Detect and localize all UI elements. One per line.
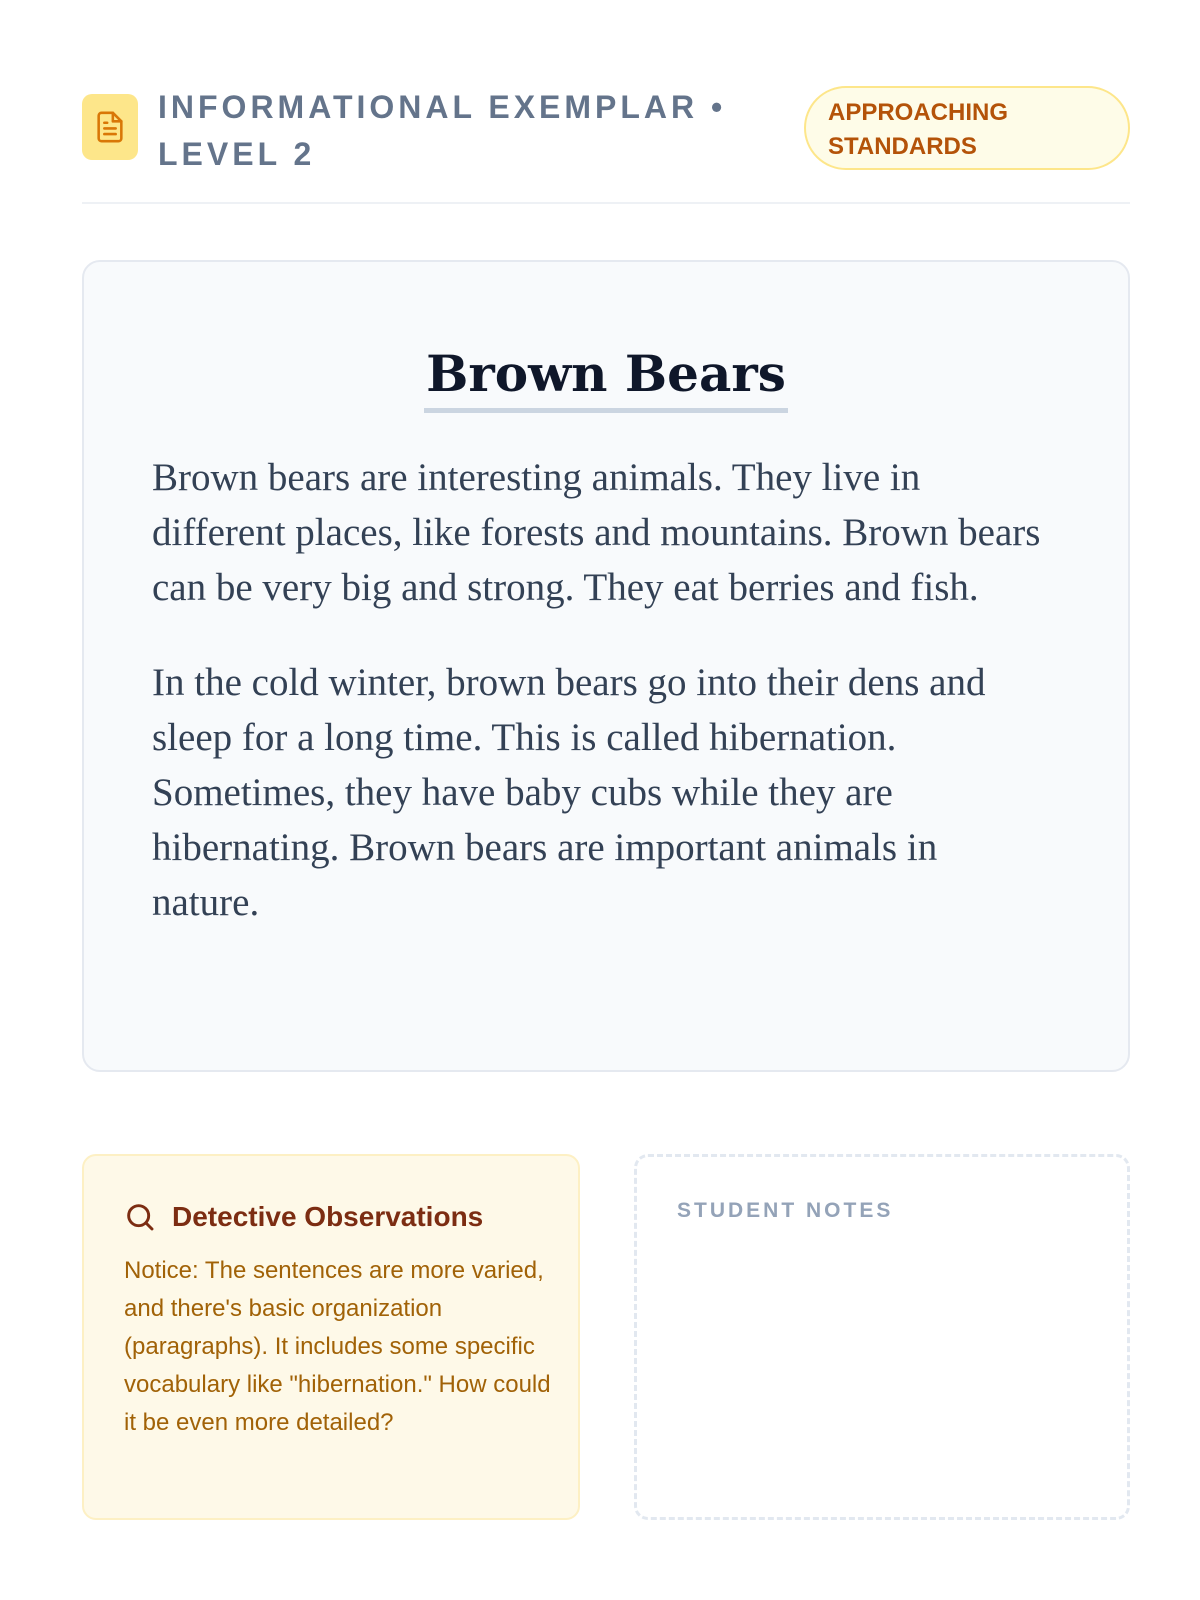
student-notes-label: STUDENT NOTES bbox=[677, 1199, 894, 1222]
essay-title: Brown Bears bbox=[424, 340, 788, 413]
exemplar-level-label: INFORMATIONAL EXEMPLAR • LEVEL 2 bbox=[158, 89, 727, 172]
status-badge: APPROACHING STANDARDS bbox=[804, 86, 1130, 170]
essay-title-wrap bbox=[84, 340, 1128, 413]
essay-body bbox=[152, 450, 1052, 930]
essay-paragraph-2: In the cold winter, brown bears go into their dens and sleep for a long time. This is called hibernation. Sometimes, they have baby cubs while they are hibernating. Brown bears are important animals in nature. bbox=[152, 661, 986, 924]
observations-title: Detective Observations bbox=[172, 1201, 484, 1232]
observations-text: Notice: The sentences are more varied, and there's basic organization (paragraphs). It includes some specific vocabulary like "hibernation." How could it be even more detailed? bbox=[124, 1257, 551, 1436]
student-notes-area[interactable] bbox=[634, 1154, 1130, 1520]
exemplar-header bbox=[82, 84, 1130, 204]
observations-header bbox=[124, 1198, 483, 1236]
document-icon bbox=[82, 94, 138, 160]
search-icon bbox=[124, 1201, 156, 1233]
detective-observations-card bbox=[82, 1154, 580, 1520]
essay-card bbox=[82, 260, 1130, 1072]
essay-paragraph-1: Brown bears are interesting animals. They live in different places, like forests and mountains. Brown bears can be very big and strong. They eat berries and fish. bbox=[152, 456, 1041, 609]
